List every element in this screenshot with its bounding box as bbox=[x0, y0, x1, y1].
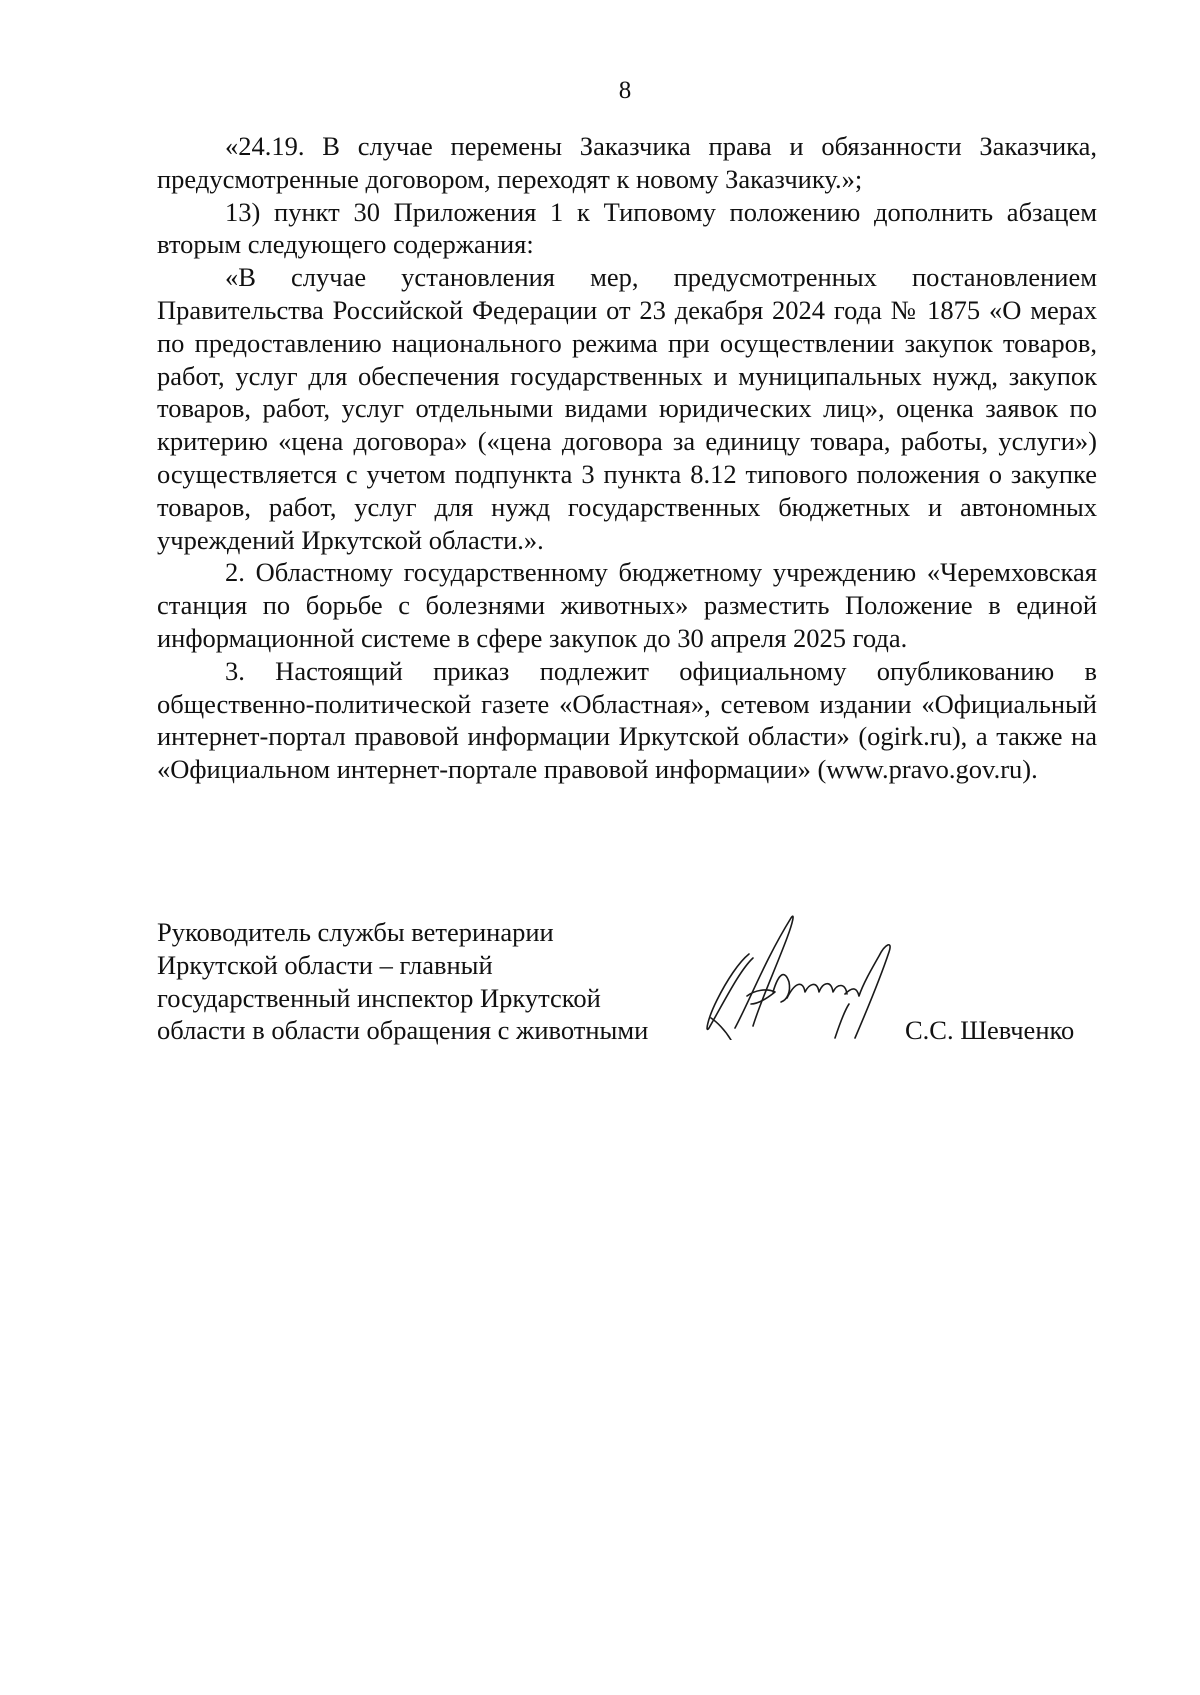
paragraph-amendment-24-19: «24.19. В случае перемены Заказчика права и обязанности Заказчика, предусмотренные договором, переходят к новому Заказчику.»; bbox=[157, 131, 1097, 194]
handwritten-signature bbox=[695, 900, 915, 1040]
paragraph-item-3: 3. Настоящий приказ подлежит официальному опубликованию в общественно-политической газете «Областная», сетевом издании «Официальный интернет-портал правовой информации Иркутской области» (ogirk.ru), а также на «Официальном интернет-портале правовой информации» (www.pravo.gov.ru). bbox=[157, 655, 1097, 785]
page-number: 8 bbox=[618, 77, 632, 104]
signer-title-line: Иркутской области – главный bbox=[157, 949, 493, 980]
signature-block bbox=[157, 916, 1097, 1116]
paragraph-item-13: 13) пункт 30 Приложения 1 к Типовому положению дополнить абзацем вторым следующего содержания: bbox=[157, 196, 1097, 260]
signer-name: С.С. Шевченко bbox=[905, 1015, 1075, 1045]
document-body bbox=[157, 130, 1097, 786]
paragraph-item-2: 2. Областному государственному бюджетному учреждению «Черемховская станция по борьбе с болезнями животных» разместить Положение в единой информационной системе в сфере закупок до 30 апреля 2025 года. bbox=[157, 557, 1097, 653]
paragraph-national-regime-quote: «В случае установления мер, предусмотренных постановлением Правительства Российской Федерации от 23 декабря 2024 года № 1875 «О мерах по предоставлению национального режима при осуществлении закупок товаров, работ, услуг для обеспечения государственных и муниципальных нужд, закупок товаров, работ, услуг отдельными видами юридических лиц», оценка заявок по критерию «цена договора» («цена договора за единицу товара, работы, услуги») осуществляется с учетом подпункта 3 пункта 8.12 типового положения о закупке товаров, работ, услуг для нужд государственных бюджетных и автономных учреждений Иркутской области.». bbox=[157, 262, 1097, 555]
signer-title-line: Руководитель службы ветеринарии bbox=[157, 917, 554, 947]
signer-title-line: государственный инспектор Иркутской bbox=[157, 982, 601, 1013]
signer-title bbox=[157, 916, 717, 1047]
signer-title-line: области в области обращения с животными bbox=[157, 1015, 649, 1046]
